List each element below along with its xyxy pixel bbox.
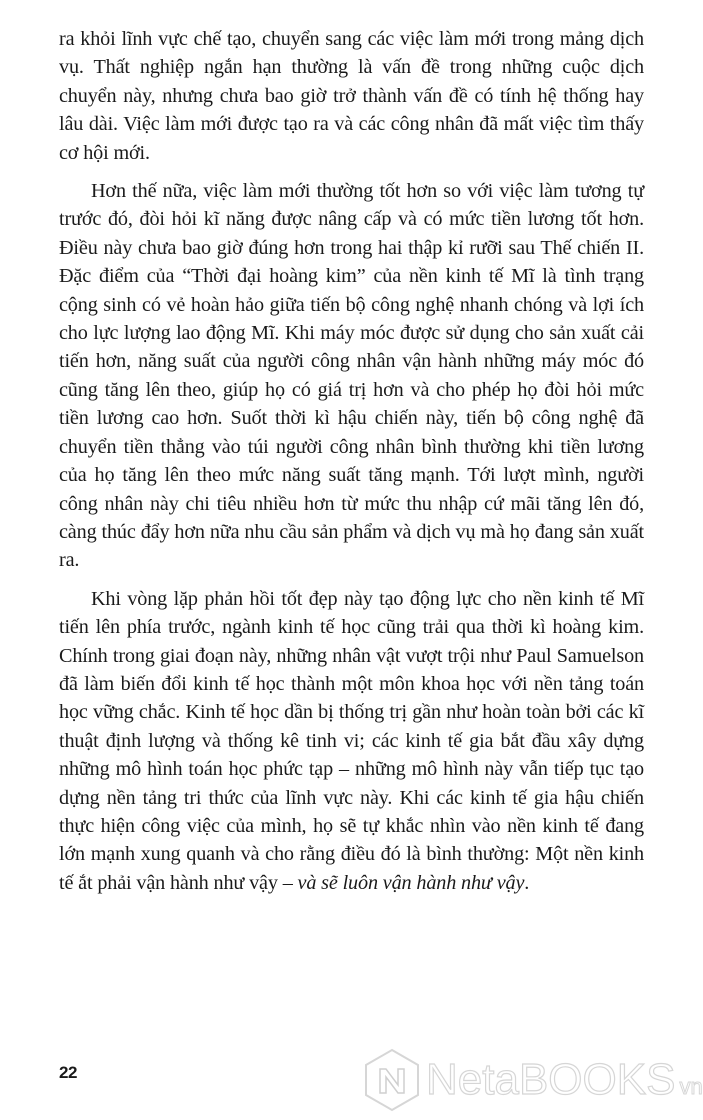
paragraph-3-period: . bbox=[524, 871, 530, 894]
paragraph-3-italic-emphasis: và sẽ luôn vận hành như vậy bbox=[297, 871, 525, 894]
paragraph-3-text: Khi vòng lặp phản hồi tốt đẹp này tạo động lực cho nền kinh tế Mĩ tiến lên phía trước, ngành kinh tế học cũng trải qua thời kì hoàng kim. Chính trong giai đoạn này, những nhân vật vượt trội như Paul Samuelson đã làm biến đổi kinh tế học thành một môn khoa học với nền tảng toán học vững chắc. Kinh tế học dần bị thống trị gần như hoàn toàn bởi các kĩ thuật định lượng và thống kê tinh vi; các kinh tế gia bắt đầu xây dựng những mô hình toán học phức tạp – những mô hình này vẫn tiếp tục tạo dựng nền tảng tri thức của lĩnh vực này. Khi các kinh tế gia hậu chiến thực hiện công việc của mình, họ sẽ tự khắc nhìn vào nền kinh tế đang lớn mạnh xung quanh và cho rằng điều đó là bình thường: Một nền kinh tế ắt phải vận hành như vậy – bbox=[59, 587, 644, 894]
paragraph-1: ra khỏi lĩnh vực chế tạo, chuyển sang các việc làm mới trong mảng dịch vụ. Thất nghiệp ngắn hạn thường là vấn đề trong những cuộc dịch chuyển này, nhưng chưa bao giờ trở thành vấn đề có tính hệ thống hay lâu dài. Việc làm mới được tạo ra và các công nhân đã mất việc tìm thấy cơ hội mới. bbox=[59, 28, 644, 164]
paragraph-3 bbox=[59, 585, 644, 897]
book-page-body bbox=[59, 25, 644, 897]
watermark-brand: NetaBOOKS bbox=[426, 1055, 676, 1104]
netabooks-logo-icon bbox=[362, 1047, 422, 1113]
page-number: 22 bbox=[59, 1063, 77, 1082]
watermark bbox=[362, 1050, 703, 1110]
paragraph-2: Hơn thế nữa, việc làm mới thường tốt hơn so với việc làm tương tự trước đó, đòi hỏi kĩ năng được nâng cấp và có mức tiền lương tốt hơn. Điều này chưa bao giờ đúng hơn trong hai thập kỉ rưỡi sau Thế chiến II. Đặc điểm của “Thời đại hoàng kim” của nền kinh tế Mĩ là tình trạng cộng sinh có vẻ hoàn hảo giữa tiến bộ công nghệ nhanh chóng và lợi ích cho lực lượng lao động Mĩ. Khi máy móc được sử dụng cho sản xuất cải tiến hơn, năng suất của người công nhân vận hành những máy móc đó cũng tăng lên theo, giúp họ có giá trị hơn và cho phép họ đòi hỏi mức tiền lương cao hơn. Suốt thời kì hậu chiến này, tiến bộ công nghệ đã chuyển tiền thẳng vào túi người công nhân bình thường khi tiền lương của họ tăng lên theo mức năng suất tăng mạnh. Tới lượt mình, người công nhân này chi tiêu nhiều hơn từ mức thu nhập cứ mãi tăng lên đó, càng thúc đẩy hơn nữa nhu cầu sản phẩm và dịch vụ mà họ đang sản xuất ra. bbox=[59, 180, 644, 572]
watermark-suffix: vn bbox=[679, 1074, 703, 1099]
